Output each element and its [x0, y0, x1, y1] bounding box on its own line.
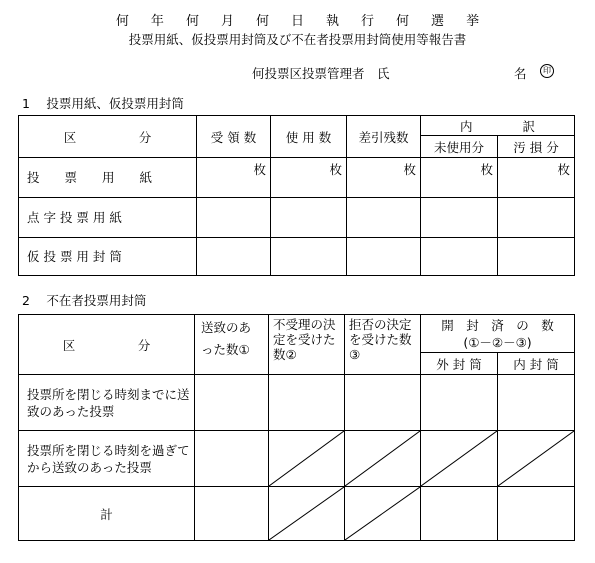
empty-cell: [197, 238, 271, 276]
unit-label: 枚: [197, 158, 271, 198]
header-sent: 送致のあった数①: [195, 315, 269, 375]
title-char: 挙: [466, 14, 480, 29]
header-outer: 外 封 筒: [421, 353, 498, 375]
empty-cell: [498, 487, 575, 541]
empty-cell: [345, 375, 421, 431]
diagonal-cell: [345, 487, 421, 541]
name-label: 名: [514, 66, 527, 81]
title-char: 何: [396, 14, 410, 29]
row-label: 点 字 投 票 用 紙: [19, 198, 197, 238]
title-char: 日: [290, 14, 304, 29]
header-used: 使 用 数: [271, 116, 347, 158]
row-label: 投票所を閉じる時刻までに送致のあった投票: [19, 375, 195, 431]
header-refused: 拒否の決定を受けた数 ③: [345, 315, 421, 375]
diagonal-cell: [421, 431, 498, 487]
empty-cell: [498, 375, 575, 431]
unit-label: 枚: [498, 158, 575, 198]
empty-cell: [421, 238, 498, 276]
header-breakdown: 内 訳: [421, 116, 575, 136]
header-received: 受 領 数: [197, 116, 271, 158]
empty-cell: [498, 238, 575, 276]
empty-cell: [347, 238, 421, 276]
empty-cell: [498, 198, 575, 238]
row-label: 投票所を閉じる時刻を過ぎてから送致のあった投票: [19, 431, 195, 487]
title-char: 何: [115, 14, 129, 29]
header-damaged: 汚 損 分: [498, 136, 575, 158]
empty-cell: [197, 198, 271, 238]
empty-cell: [347, 198, 421, 238]
unit-label: 枚: [421, 158, 498, 198]
diagonal-cell: [269, 431, 345, 487]
title-char: 執: [326, 14, 340, 29]
seal-icon: 印: [540, 64, 554, 78]
diagonal-cell: [269, 487, 345, 541]
title-char: 何: [185, 14, 199, 29]
header-category: 区 分: [19, 315, 195, 375]
empty-cell: [421, 198, 498, 238]
section1-heading: 1 投票用紙、仮投票用封筒: [22, 96, 184, 111]
manager-label: 何投票区投票管理者 氏: [252, 66, 390, 81]
title-char: 何: [255, 14, 269, 29]
title-char: 行: [361, 14, 375, 29]
unit-label: 枚: [347, 158, 421, 198]
empty-cell: [421, 487, 498, 541]
header-refused-accept: 不受理の決定を受けた数②: [269, 315, 345, 375]
empty-cell: [195, 375, 269, 431]
title-char: 年: [150, 14, 164, 29]
section2-heading: 2 不在者投票用封筒: [22, 293, 147, 308]
table-ballot-papers: [18, 115, 575, 276]
empty-cell: [269, 375, 345, 431]
header-unused: 未使用分: [421, 136, 498, 158]
header-inner: 内 封 筒: [498, 353, 575, 375]
title-char: 月: [220, 14, 234, 29]
empty-cell: [195, 487, 269, 541]
unit-label: 枚: [271, 158, 347, 198]
empty-cell: [195, 431, 269, 487]
row-label: 仮 投 票 用 封 筒: [19, 238, 197, 276]
empty-cell: [271, 198, 347, 238]
table-absentee-envelopes: [18, 314, 575, 541]
empty-cell: [421, 375, 498, 431]
document-title: [0, 10, 595, 29]
row-label-total: 計: [19, 487, 195, 541]
header-opened-label: 開 封 済 の 数: [441, 318, 554, 333]
diagonal-cell: [498, 431, 575, 487]
header-category: 区 分: [19, 116, 197, 158]
empty-cell: [271, 238, 347, 276]
header-remaining: 差引残数: [347, 116, 421, 158]
header-opened: [421, 315, 575, 353]
document-subtitle: 投票用紙、仮投票用封筒及び不在者投票用封筒使用等報告書: [128, 32, 467, 47]
diagonal-cell: [345, 431, 421, 487]
header-opened-formula: (①－②－③): [463, 335, 532, 350]
row-label: 投 票 用 紙: [19, 158, 197, 198]
title-char: 選: [431, 14, 445, 29]
